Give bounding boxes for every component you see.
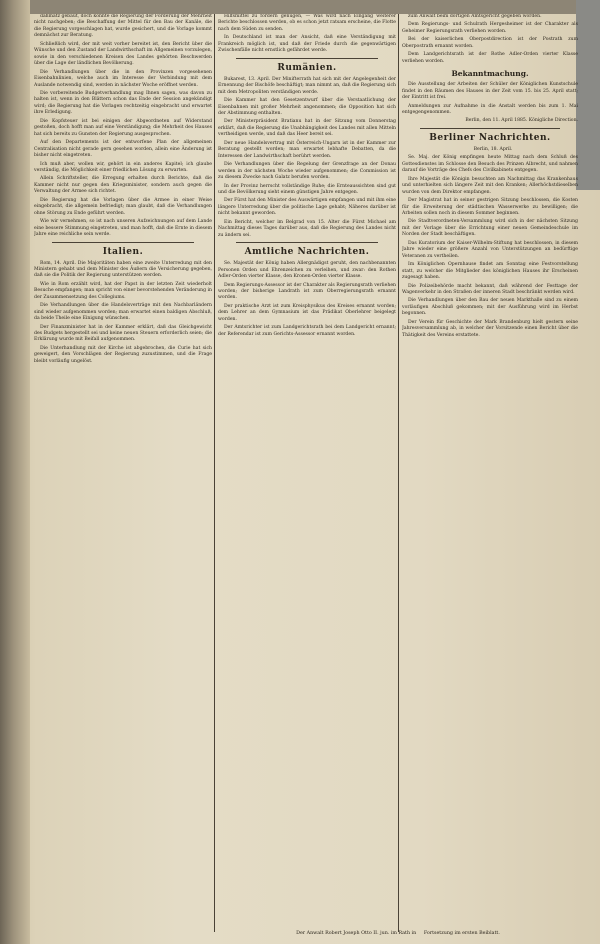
page-binding	[0, 0, 30, 944]
left-column	[34, 14, 212, 932]
section-heading-romania: Rumänien.	[277, 62, 337, 73]
article-paragraph: Der Fürst hat den Minister des Auswärtigen empfangen und mit ihm eine längere Unterredung über die politische Lage gehabt; Näheres darüber ist nicht bekannt geworden.	[218, 198, 396, 217]
article-paragraph: Die Verhandlungen über den Bau der neuen Markthalle sind zu einem vorläufigen Abschluß gekommen; mit der Ausführung wird im Herbst begonnen.	[402, 298, 578, 317]
article-paragraph: Dem Regierungs- und Schulrath Hergesheimer ist der Charakter als Geheimer Regierungsrath verliehen worden.	[402, 22, 578, 34]
article-paragraph: Dem Landgerichtsrath ist der Rothe Adler-Orden vierter Klasse verliehen worden.	[402, 52, 578, 64]
article-paragraph: Schließlich wird, der mit weit vorher bereitet ist, den Bericht über die Wünsche und den Zustand der Landwirthschaft im Allgemeinen vorzulegen, sowie in den verschiedenen Kreisen des Landes gehörten Beschwerden über die Lage der ländlichen Bevölkerung.	[34, 41, 212, 67]
article-paragraph: Der Magistrat hat in seiner gestrigen Sitzung beschlossen, die Kosten für die Erweiterung der städtischen Wasserwerke zu bewilligen; die Arbeiten sollen noch in diesem Sommer beginnen.	[402, 198, 578, 216]
section-divider	[420, 128, 560, 129]
article-paragraph: Se. Majestät der König haben Allergnädigst geruht, den nachbenannten Personen Orden und Ehrenzeichen zu verleihen, und zwar: den Rothen Adler-Orden vierter Klasse, den Kronen-Orden vierter Klasse.	[218, 261, 396, 280]
article-paragraph: Die Kopfsteuer ist bei einigen der Abgeordneten auf Widerstand gestoßen, doch hofft man auf eine Verständigung; die Mehrheit des Hauses hat sich bereits zu Gunsten der Regierung ausgesprochen.	[34, 118, 212, 137]
article-paragraph: Im Königlichen Opernhause findet am Sonntag eine Festvorstellung statt, zu welcher die Mitglieder des königlichen Hauses ihr Erscheinen zugesagt haben.	[402, 262, 578, 281]
article-paragraph: Dem Regierungs-Assessor ist der Charakter als Regierungsrath verliehen worden; der bisherige Landrath ist zum Oberregierungsrath ernannt worden.	[218, 282, 396, 301]
article-paragraph: Der Ministerpräsident Bratianu hat in der Sitzung vom Donnerstag erklärt, daß die Regierung die Unabhängigkeit des Landes mit allen Mitteln vertheidigen werde, und daß das Heer bereit sei.	[218, 119, 396, 138]
article-paragraph: Bukarest, 13. April. Der Minifterrath hat sich mit der Angelegenheit der Ernennung der Bischöfe beschäftigt; man nimmt an, daß die Regierung sich mit dem Metropoliten verständigen werde.	[218, 76, 396, 95]
dateline: Berlin, 18. April.	[473, 146, 513, 152]
footer-left: Der Anwalt Robert Joseph Otto II. jun. im Rath in	[296, 931, 417, 936]
article-paragraph: Der Finanzminister hat in der Kammer erklärt, daß das Gleichgewicht des Budgets hergestellt sei und keine neuen Steuern erforderlich seien; die Erklärung wurde mit Beifall aufgenommen.	[34, 324, 212, 343]
article-paragraph: Die vorbereitende Budgetverhandlung mag Ihnen sagen, was davon zu halten ist, wenn in den Blättern schon das Ende der Session angekündigt wird; die Regierung hat die Vorlagen rechtzeitig eingebracht und erwartet ihre Erledigung.	[34, 90, 212, 116]
article-paragraph: Hilfsmittel zu fordern genügen, — Was wird nach Eingang weiterer Berichte beschlossen werden, ob es schon jetzt ratsam erscheine, die Flotte nach dem Süden zu senden.	[218, 14, 396, 32]
notice-paragraph: Anmeldungen zur Aufnahme in die Anstalt werden bis zum 1. Mai entgegengenommen.	[402, 103, 578, 115]
article-paragraph: Die Verhandlungen über die in den Provinzen vorgesehenen Eisenbahnlinien, welche auch im Interesse der Verbindung mit dem Auslande notwendig sind, werden in nächster Woche eröffnet werden.	[34, 69, 212, 88]
article-paragraph: Die Unterhandlung mit der Kirche ist abgebrochen, die Curie hat sich geweigert, den Vorschlägen der Regierung zuzustimmen, und die Frage bleibt vorläufig ungelöst.	[34, 345, 212, 364]
footer-right: Fortsetzung im ersten Beiblatt.	[423, 931, 500, 936]
section-divider	[52, 242, 194, 243]
article-paragraph: Se. Maj. der König empfingen heute Mittag nach dem Schluß des Gottesdienstes im Schlosse den Besuch des Prinzen Albrecht, und nahmen darauf die Vorträge des Chefs des Civilkabinets entgegen.	[402, 155, 578, 174]
page-footer	[218, 931, 578, 937]
section-heading-italy: Italien.	[102, 246, 144, 257]
scan-corner	[576, 0, 600, 190]
article-paragraph: dahmatz gebaut, doch konnte die Regierung der Forderung der Mehrheit nicht nachgeben; die Beschaffung der Mittel für den Bau der Kanäle, die die Regierung vorgeschlagen hat, wurde gesichert, und die Vorlage kommt demnächst zur Beratung.	[34, 14, 212, 39]
article-paragraph: Bei der kaiserlichen Oberpostdirection ist der Postrath zum Oberpostrath ernannt worden.	[402, 37, 578, 49]
notice-paragraph: Die Ausstellung der Arbeiten der Schüler der Königlichen Kunstschule findet in den Räumen des Hauses in der Zeit vom 15. bis 25. April statt; der Eintritt ist frei.	[402, 82, 578, 101]
notice-title: Bekanntmachung.	[451, 69, 529, 79]
column-rule	[214, 14, 215, 932]
right-column	[402, 14, 578, 932]
article-paragraph: Allein Schriftsteller, die Erregung erhalten durch Berichte, daß die Kammer nicht nur gegen den Kriegsminister, sondern auch gegen die Verwaltung der Armee sich richtet.	[34, 176, 212, 195]
section-heading-official: Amtliche Nachrichten.	[244, 247, 370, 258]
article-paragraph: In der Provinz herrscht vollständige Ruhe; die Ernteaussichten sind gut und die Bevölkerung sieht einem günstigen Jahre entgegen.	[218, 183, 396, 195]
article-paragraph: Die Verhandlungen über die Handelsverträge mit den Nachbarländern sind wieder aufgenommen worden; man erwartet einen baldigen Abschluß, da beide Theile eine Einigung wünschen.	[34, 303, 212, 322]
article-paragraph: Die Regierung hat die Vorlagen über die Armee in einer Weise eingebracht, die allgemein befriedigt; man glaubt, daß die Verhandlungen ohne Störung zu Ende geführt werden.	[34, 197, 212, 216]
article-paragraph: Die Polizeibehörde macht bekannt, daß während der Festtage der Wagenverkehr in den Straßen der inneren Stadt beschränkt werden wird.	[402, 283, 578, 295]
article-paragraph: Der neue Handelsvertrag mit Österreich-Ungarn ist in der Kammer zur Beratung gestellt worden; man erwartet lebhafte Debatten, da die Interessen der Landwirthschaft berührt werden.	[218, 140, 396, 159]
article-paragraph: Rom, 14. April. Die Majoritäten haben eine zweite Unterredung mit den Ministern gehabt und dem Minister des Äußern die Versicherung gegeben, daß sie die Politik der Regierung unterstützen werden.	[34, 260, 212, 279]
article-paragraph: Der praktische Arzt ist zum Kreisphysikus des Kreises ernannt worden; dem Lehrer an dem Gymnasium ist das Prädikat Oberlehrer beigelegt worden.	[218, 303, 396, 322]
middle-column	[218, 14, 396, 932]
article-paragraph: Wie wir vernehmen, so ist nach unseren Aufzeichnungen auf dem Lande eine bessere Stimmung eingetreten, und man hofft, daß die Ernte in diesem Jahre eine reichliche sein werde.	[34, 219, 212, 238]
section-divider	[236, 58, 378, 59]
top-edge	[30, 0, 600, 14]
article-paragraph: Ihre Majestät die Königin besuchten am Nachmittag das Krankenhaus und unterhielten sich längere Zeit mit den Kranken; Allerhöchstdieselben wurden von dem Direktor empfangen.	[402, 176, 578, 195]
section-heading-berlin: Berliner Nachrichten.	[429, 132, 551, 143]
article-paragraph: In Deutschland ist man der Ansicht, daß eine Verständigung mit Frankreich möglich ist, und daß der Friede durch die gegenwärtigen Zwischenfälle nicht ernstlich gefährdet werde.	[218, 35, 396, 54]
article-paragraph: Das Kuratorium der Kaiser-Wilhelm-Stiftung hat beschlossen, in diesem Jahre wieder eine größere Anzahl von Unterstützungen an bedürftige Veteranen zu vertheilen.	[402, 240, 578, 259]
column-rule	[398, 14, 399, 932]
article-paragraph: Die Stadtverordneten-Versammlung wird sich in der nächsten Sitzung mit der Vorlage über die Errichtung einer neuen Gemeindeschule im Norden der Stadt beschäftigen.	[402, 219, 578, 238]
article-paragraph: Wie in Rom erzählt wird, hat der Papst in der letzten Zeit wiederholt Besuche empfangen; man spricht von einer bevorstehenden Veränderung in der Zusammensetzung des Collegiums.	[34, 281, 212, 300]
article-paragraph: Ich muß aber, wollen wir, gehört in ein anderes Kapitel; ich glaube verständig, die Möglichkeit einer friedlichen Lösung zu erwarten.	[34, 161, 212, 173]
notice-signature: Berlin, den 11. April 1885. Königliche Direction.	[465, 118, 578, 124]
article-paragraph: Auf den Departements ist der entworfene Plan der allgemeinen Centralisation nicht gerade gern gesehen worden, allein eine Änderung ist bisher nicht eingetreten.	[34, 140, 212, 159]
article-paragraph: Der Amtsrichter ist zum Landgerichtsrath bei dem Landgericht ernannt; der Referendar ist zum Gerichts-Assessor ernannt worden.	[218, 325, 396, 337]
article-paragraph: Die Verhandlungen über die Regelung der Grenzfrage an der Donau werden in der nächsten Woche wieder aufgenommen; die Commission ist zu diesem Zwecke nach Galatz berufen worden.	[218, 162, 396, 181]
section-divider	[236, 242, 378, 243]
article-paragraph: Die Kammer hat den Gesetzentwurf über die Verstaatlichung der Eisenbahnen mit großer Mehrheit angenommen; die Opposition hat sich der Abstimmung enthalten.	[218, 98, 396, 116]
article-paragraph: Der Verein für Geschichte der Mark Brandenburg hielt gestern seine Jahresversammlung ab, in welcher der Vorsitzende einen Bericht über die Thätigkeit des Vereins erstattete.	[402, 319, 578, 338]
article-paragraph: zum Anwalt beim dortigen Amtsgericht gegeben worden.	[408, 14, 542, 19]
article-paragraph: Ein Bericht, welcher im Belgrad von 15. Alter die Fürst Michael am Nachmittag dieses Tages darüber aus, daß die Regierung des Landes nicht zu ändern sei.	[218, 219, 396, 238]
